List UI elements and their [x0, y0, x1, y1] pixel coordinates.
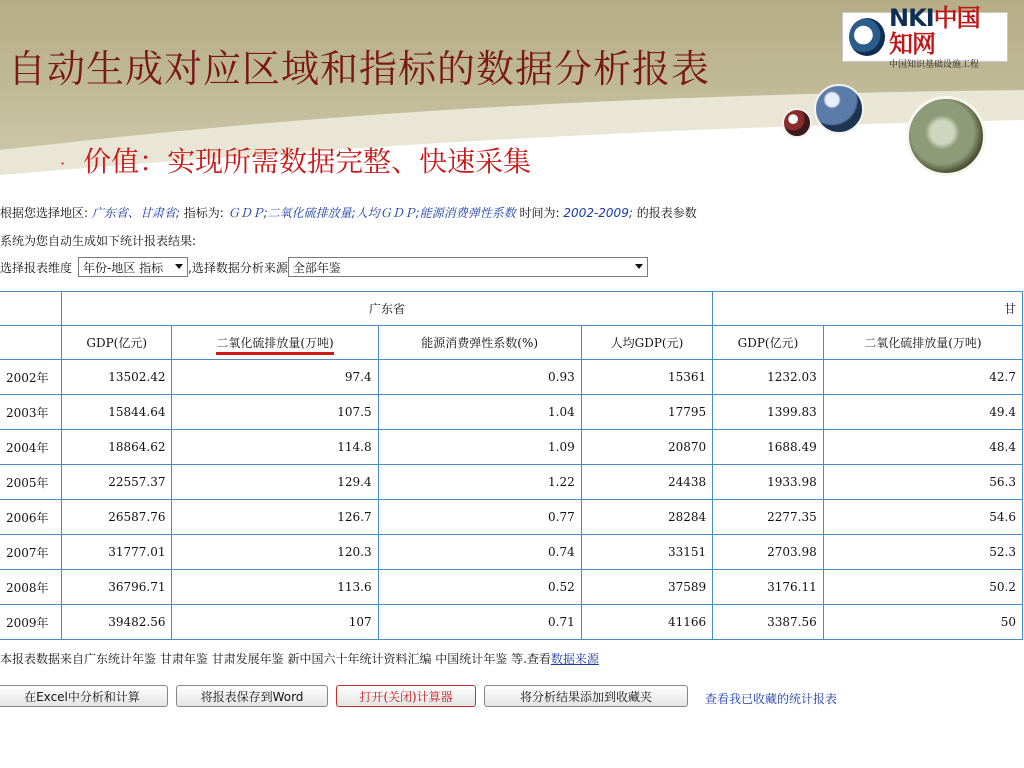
data-source-note: 本报表数据来自广东统计年鉴 甘肃年鉴 甘肃发展年鉴 新中国六十年统计资料汇编 中国统计年鉴 等.查看数据来源: [0, 652, 599, 666]
table-row: [0, 395, 1023, 430]
cnki-logo: [842, 3, 1008, 70]
value-cell: 0.93: [378, 360, 581, 395]
selected-regions: 广东省、甘肃省;: [91, 206, 180, 220]
value-cell: 42.7: [823, 360, 1022, 395]
value-cell: 1232.03: [713, 360, 824, 395]
value-cell: 22557.37: [61, 465, 172, 500]
value-statement: · 价值：实现所需数据完整、快速采集: [60, 145, 532, 178]
analyze-in-excel-button[interactable]: 在Excel中分析和计算: [0, 685, 168, 707]
value-cell: 48.4: [823, 430, 1022, 465]
cnki-logo-word: NKI中国知网: [889, 3, 980, 58]
bullet-icon: ·: [60, 154, 66, 173]
table-body: [0, 360, 1023, 640]
value-cell: 1.22: [378, 465, 581, 500]
source-select[interactable]: 全部年鉴: [288, 257, 648, 277]
value-cell: 129.4: [172, 465, 378, 500]
table-row: [0, 500, 1023, 535]
value-cell: 107.5: [172, 395, 378, 430]
value-cell: 1399.83: [713, 395, 824, 430]
column-header[interactable]: GDP(亿元): [713, 326, 824, 360]
table-row: [0, 430, 1023, 465]
region-header-guangdong: 广东省: [61, 292, 712, 326]
value-cell: 56.3: [823, 465, 1022, 500]
year-cell: 2006年: [0, 500, 61, 535]
value-cell: 3176.11: [713, 570, 824, 605]
result-intro: 系统为您自动生成如下统计报表结果:: [0, 234, 197, 248]
value-cell: 3387.56: [713, 605, 824, 640]
selected-time: 2002-2009;: [563, 206, 633, 220]
value-cell: 20870: [581, 430, 712, 465]
decorative-sphere-icon: [814, 84, 864, 134]
value-cell: 1.04: [378, 395, 581, 430]
statistics-report-table: [0, 291, 1023, 640]
value-cell: 41166: [581, 605, 712, 640]
value-cell: 1933.98: [713, 465, 824, 500]
value-cell: 54.6: [823, 500, 1022, 535]
value-cell: 15361: [581, 360, 712, 395]
value-cell: 17795: [581, 395, 712, 430]
save-to-word-button[interactable]: 将报表保存到Word: [176, 685, 328, 707]
value-cell: 0.52: [378, 570, 581, 605]
region-header-row: [0, 292, 1023, 326]
data-source-link[interactable]: 数据来源: [550, 652, 599, 666]
dimension-select[interactable]: 年份-地区 指标: [78, 257, 188, 277]
table-row: [0, 570, 1023, 605]
value-cell: 126.7: [172, 500, 378, 535]
table-row: [0, 465, 1023, 500]
value-cell: 50: [823, 605, 1022, 640]
value-cell: 36796.71: [61, 570, 172, 605]
value-cell: 0.77: [378, 500, 581, 535]
chevron-down-icon: [175, 264, 183, 269]
value-cell: 120.3: [172, 535, 378, 570]
year-cell: 2002年: [0, 360, 61, 395]
value-cell: 52.3: [823, 535, 1022, 570]
value-cell: 15844.64: [61, 395, 172, 430]
value-cell: 31777.01: [61, 535, 172, 570]
value-cell: 28284: [581, 500, 712, 535]
value-cell: 97.4: [172, 360, 378, 395]
value-cell: 0.71: [378, 605, 581, 640]
query-summary: 根据您选择地区: 广东省、甘肃省; 指标为: ＧＤＰ;二氧化硫排放量;人均ＧＤＰ;能源消费弹性系数 时间为: 2002-2009; 的报表参数: [0, 206, 697, 220]
report-options-row: [0, 256, 648, 278]
source-label: ,选择数据分析来源: [188, 260, 288, 275]
column-header[interactable]: GDP(亿元): [61, 326, 172, 360]
value-cell: 2277.35: [713, 500, 824, 535]
value-cell: 0.74: [378, 535, 581, 570]
column-header[interactable]: [172, 326, 378, 360]
value-cell: 50.2: [823, 570, 1022, 605]
cnki-globe-icon: [849, 18, 885, 56]
year-cell: 2008年: [0, 570, 61, 605]
value-cell: 114.8: [172, 430, 378, 465]
value-cell: 2703.98: [713, 535, 824, 570]
slide-title: 自动生成对应区域和指标的数据分析报表: [8, 47, 711, 91]
year-cell: 2004年: [0, 430, 61, 465]
year-cell: 2009年: [0, 605, 61, 640]
year-cell: 2007年: [0, 535, 61, 570]
chevron-down-icon: [635, 264, 643, 269]
toggle-calculator-button[interactable]: 打开(关闭)计算器: [336, 685, 476, 707]
cnki-logo-subtitle: 中国知识基础设施工程: [889, 59, 980, 70]
value-cell: 1.09: [378, 430, 581, 465]
add-to-favorites-button[interactable]: 将分析结果添加到收藏夹: [484, 685, 688, 707]
value-cell: 18864.62: [61, 430, 172, 465]
dimension-label: 选择报表维度: [0, 260, 73, 275]
value-cell: 39482.56: [61, 605, 172, 640]
value-cell: 49.4: [823, 395, 1022, 430]
selected-indicators: ＧＤＰ;二氧化硫排放量;人均ＧＤＰ;能源消费弹性系数: [227, 206, 516, 220]
value-cell: 107: [172, 605, 378, 640]
region-header-gansu: 甘: [713, 292, 1023, 326]
decorative-sphere-icon: [782, 108, 812, 138]
year-cell: 2005年: [0, 465, 61, 500]
year-cell: 2003年: [0, 395, 61, 430]
corner-cell: [0, 326, 61, 360]
table-row: [0, 360, 1023, 395]
column-header[interactable]: 能源消费弹性系数(%): [378, 326, 581, 360]
column-header-row: [0, 326, 1023, 360]
value-cell: 37589: [581, 570, 712, 605]
value-cell: 1688.49: [713, 430, 824, 465]
decorative-mask-sphere-icon: [906, 96, 986, 176]
value-cell: 13502.42: [61, 360, 172, 395]
corner-cell: [0, 292, 61, 326]
table-row: [0, 535, 1023, 570]
value-cell: 26587.76: [61, 500, 172, 535]
value-cell: 33151: [581, 535, 712, 570]
column-header[interactable]: 人均GDP(元): [581, 326, 712, 360]
value-cell: 113.6: [172, 570, 378, 605]
value-cell: 24438: [581, 465, 712, 500]
view-favorites-link[interactable]: 查看我已收藏的统计报表: [705, 692, 838, 706]
column-header[interactable]: 二氧化硫排放量(万吨): [823, 326, 1022, 360]
highlighted-column-label: 二氧化硫排放量(万吨): [216, 336, 333, 355]
table-row: [0, 605, 1023, 640]
